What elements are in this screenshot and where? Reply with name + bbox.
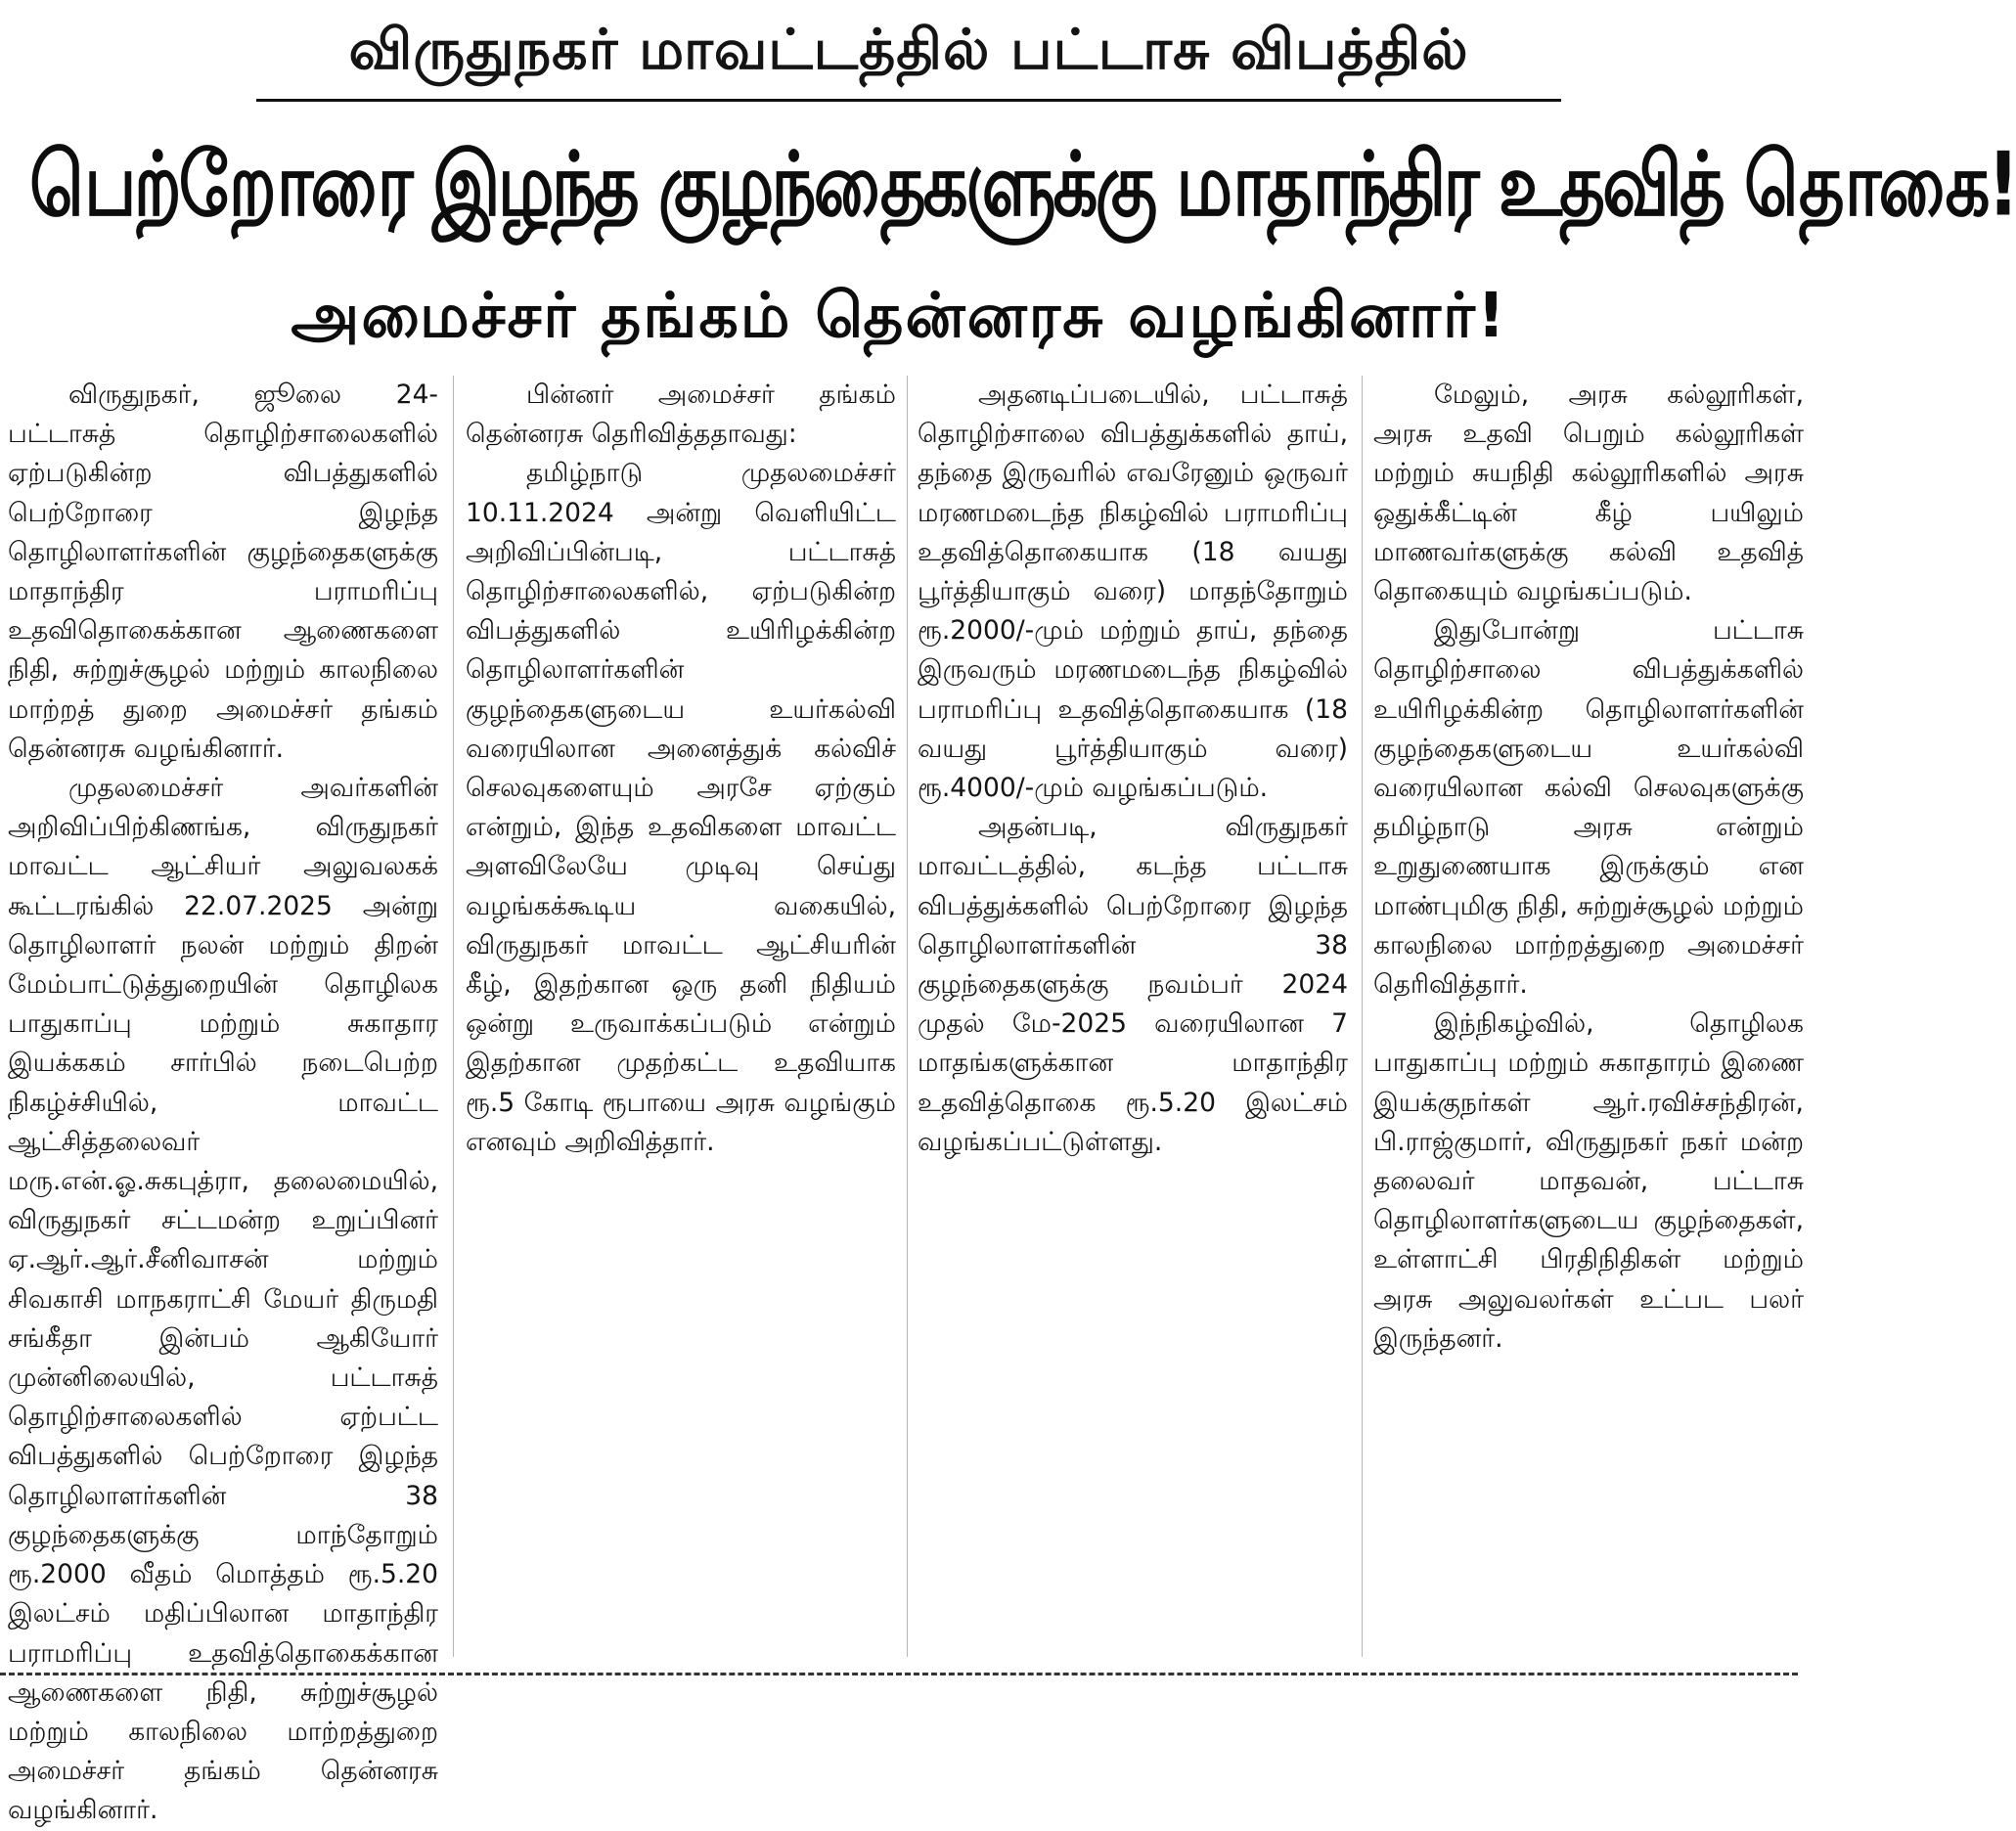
bottom-dashed-rule xyxy=(0,1673,1798,1675)
paragraph-6: அதன்படி, விருதுநகர் மாவட்டத்தில், கடந்த பட்டாசு விபத்துக்களில் பெற்றோரை இழந்த தொழிலாளர்களின் 38 குழந்தைகளுக்கு நவம்பர் 2024 முதல் மே-2025 வரையிலான 7 மாதங்களுக்கான மாதாந்திர உதவித்தொகை ரூ.5.20 இலட்சம் வழங்கப்பட்டுள்ளது. xyxy=(918,812,1348,1157)
column-4 xyxy=(1373,376,1804,1657)
sub-headline: அமைச்சர் தங்கம் தென்னரசு வழங்கினார்! xyxy=(291,280,1507,351)
column-2 xyxy=(466,376,896,1657)
paragraph-1-text: பட்டாசுத் தொழிற்சாலைகளில் ஏற்படுகின்ற விபத்துகளில் பெற்றோரை இழந்த தொழிலாளர்களின் குழந்தைகளுக்கு மாதாந்திர பராமரிப்பு உதவிதொகைக்கான ஆணைகளை நிதி, சுற்றுச்சூழல் மற்றும் காலநிலை மாற்றத் துறை அமைச்சர் தங்கம் தென்னரசு வழங்கினார். xyxy=(8,419,438,764)
paragraph-1 xyxy=(8,376,438,769)
paragraph-4: தமிழ்நாடு முதலமைச்சர் 10.11.2024 அன்று வெளியிட்ட அறிவிப்பின்படி, பட்டாசுத் தொழிற்சாலைகளில், ஏற்படுகின்ற விபத்துகளில் உயிரிழக்கின்ற தொழிலாளர்களின் குழந்தைகளுடைய உயர்கல்வி வரையிலான அனைத்துக் கல்விச் செலவுகளையும் அரசே ஏற்கும் என்றும், இந்த உதவிகளை மாவட்ட அளவிலேயே முடிவு செய்து வழங்கக்கூடிய வகையில், விருதுநகர் மாவட்ட ஆட்சியரின் கீழ், இதற்கான ஒரு தனி நிதியம் ஒன்று உருவாக்கப்படும் என்றும் இதற்கான முதற்கட்ட உதவியாக ரூ.5 கோடி ரூபாயை அரசு வழங்கும் எனவும் அறிவித்தார். xyxy=(466,458,896,1157)
paragraph-3: பின்னர் அமைச்சர் தங்கம் தென்னரசு தெரிவித்ததாவது: xyxy=(466,380,896,450)
column-divider xyxy=(453,376,454,1657)
article-body xyxy=(8,376,1804,1826)
column-1 xyxy=(8,376,438,1826)
dateline: விருதுநகர், ஜூலை 24- xyxy=(68,380,438,410)
main-headline: பெற்றோரை இழந்த குழந்தைகளுக்கு மாதாந்திர உதவித் தொகை! xyxy=(29,132,2016,236)
paragraph-9: இந்நிகழ்வில், தொழிலக பாதுகாப்பு மற்றும் சுகாதாரம் இணை இயக்குநர்கள் ஆர்.ரவிச்சந்திரன், பி.ராஜ்குமார், விருதுநகர் நகர் மன்ற தலைவர் மாதவன், பட்டாசு தொழிலாளர்களுடைய குழந்தைகள், உள்ளாட்சி பிரதிநிதிகள் மற்றும் அரசு அலுவலர்கள் உட்பட பலர் இருந்தனர். xyxy=(1373,1008,1804,1354)
column-divider xyxy=(907,376,908,1657)
paragraph-5: அதனடிப்படையில், பட்டாசுத் தொழிற்சாலை விபத்துக்களில் தாய், தந்தை இருவரில் எவரேனும் ஒருவர் மரணமடைந்த நிகழ்வில் பராமரிப்பு உதவித்தொகையாக (18 வயது பூர்த்தியாகும் வரை) மாதந்தோறும் ரூ.2000/-மும் மற்றும் தாய், தந்தை இருவரும் மரணமடைந்த நிகழ்வில் பராமரிப்பு உதவித்தொகையாக (18 வயது பூர்த்தியாகும் வரை) ரூ.4000/-மும் வழங்கப்படும். xyxy=(918,380,1348,804)
column-3 xyxy=(918,376,1348,1657)
paragraph-2: முதலமைச்சர் அவர்களின் அறிவிப்பிற்கிணங்க, விருதுநகர் மாவட்ட ஆட்சியர் அலுவலகக் கூட்டரங்கில் 22.07.2025 அன்று தொழிலாளர் நலன் மற்றும் திறன் மேம்பாட்டுத்துறையின் தொழிலக பாதுகாப்பு மற்றும் சுகாதார இயக்ககம் சார்பில் நடைபெற்ற நிகழ்ச்சியில், மாவட்ட ஆட்சித்தலைவர் மரு.என்.ஓ.சுகபுத்ரா, தலைமையில், விருதுநகர் சட்டமன்ற உறுப்பினர் ஏ.ஆர்.ஆர்.சீனிவாசன் மற்றும் சிவகாசி மாநகராட்சி மேயர் திருமதி சங்கீதா இன்பம் ஆகியோர் முன்னிலையில், பட்டாசுத் தொழிற்சாலைகளில் ஏற்பட்ட விபத்துகளில் பெற்றோரை இழந்த தொழிலாளர்களின் 38 குழந்தைகளுக்கு மாந்தோறும் ரூ.2000 வீதம் மொத்தம் ரூ.5.20 இலட்சம் மதிப்பிலான மாதாந்திர பராமரிப்பு உதவித்தொகைக்கான ஆணைகளை நிதி, சுற்றுச்சூழல் மற்றும் காலநிலை மாற்றத்துறை அமைச்சர் தங்கம் தென்னரசு வழங்கினார். xyxy=(8,773,438,1826)
kicker-underline xyxy=(256,99,1561,102)
kicker-headline: விருதுநகர் மாவட்டத்தில் பட்டாசு விபத்தில் xyxy=(348,18,1469,82)
kicker-block xyxy=(256,8,1561,102)
paragraph-8: இதுபோன்று பட்டாசு தொழிற்சாலை விபத்துக்களில் உயிரிழக்கின்ற தொழிலாளர்களின் குழந்தைகளுடைய உயர்கல்வி வரையிலான கல்வி செலவுகளுக்கு தமிழ்நாடு அரசு என்றும் உறுதுணையாக இருக்கும் என மாண்புமிகு நிதி, சுற்றுச்சூழல் மற்றும் காலநிலை மாற்றத்துறை அமைச்சர் தெரிவித்தார். xyxy=(1373,615,1804,1001)
column-divider xyxy=(1362,376,1363,1657)
paragraph-7: மேலும், அரசு கல்லூரிகள், அரசு உதவி பெறும் கல்லூரிகள் மற்றும் சுயநிதி கல்லூரிகளில் அரசு ஒதுக்கீட்டின் கீழ் பயிலும் மாணவர்களுக்கு கல்வி உதவித் தொகையும் வழங்கப்படும். xyxy=(1373,380,1804,607)
